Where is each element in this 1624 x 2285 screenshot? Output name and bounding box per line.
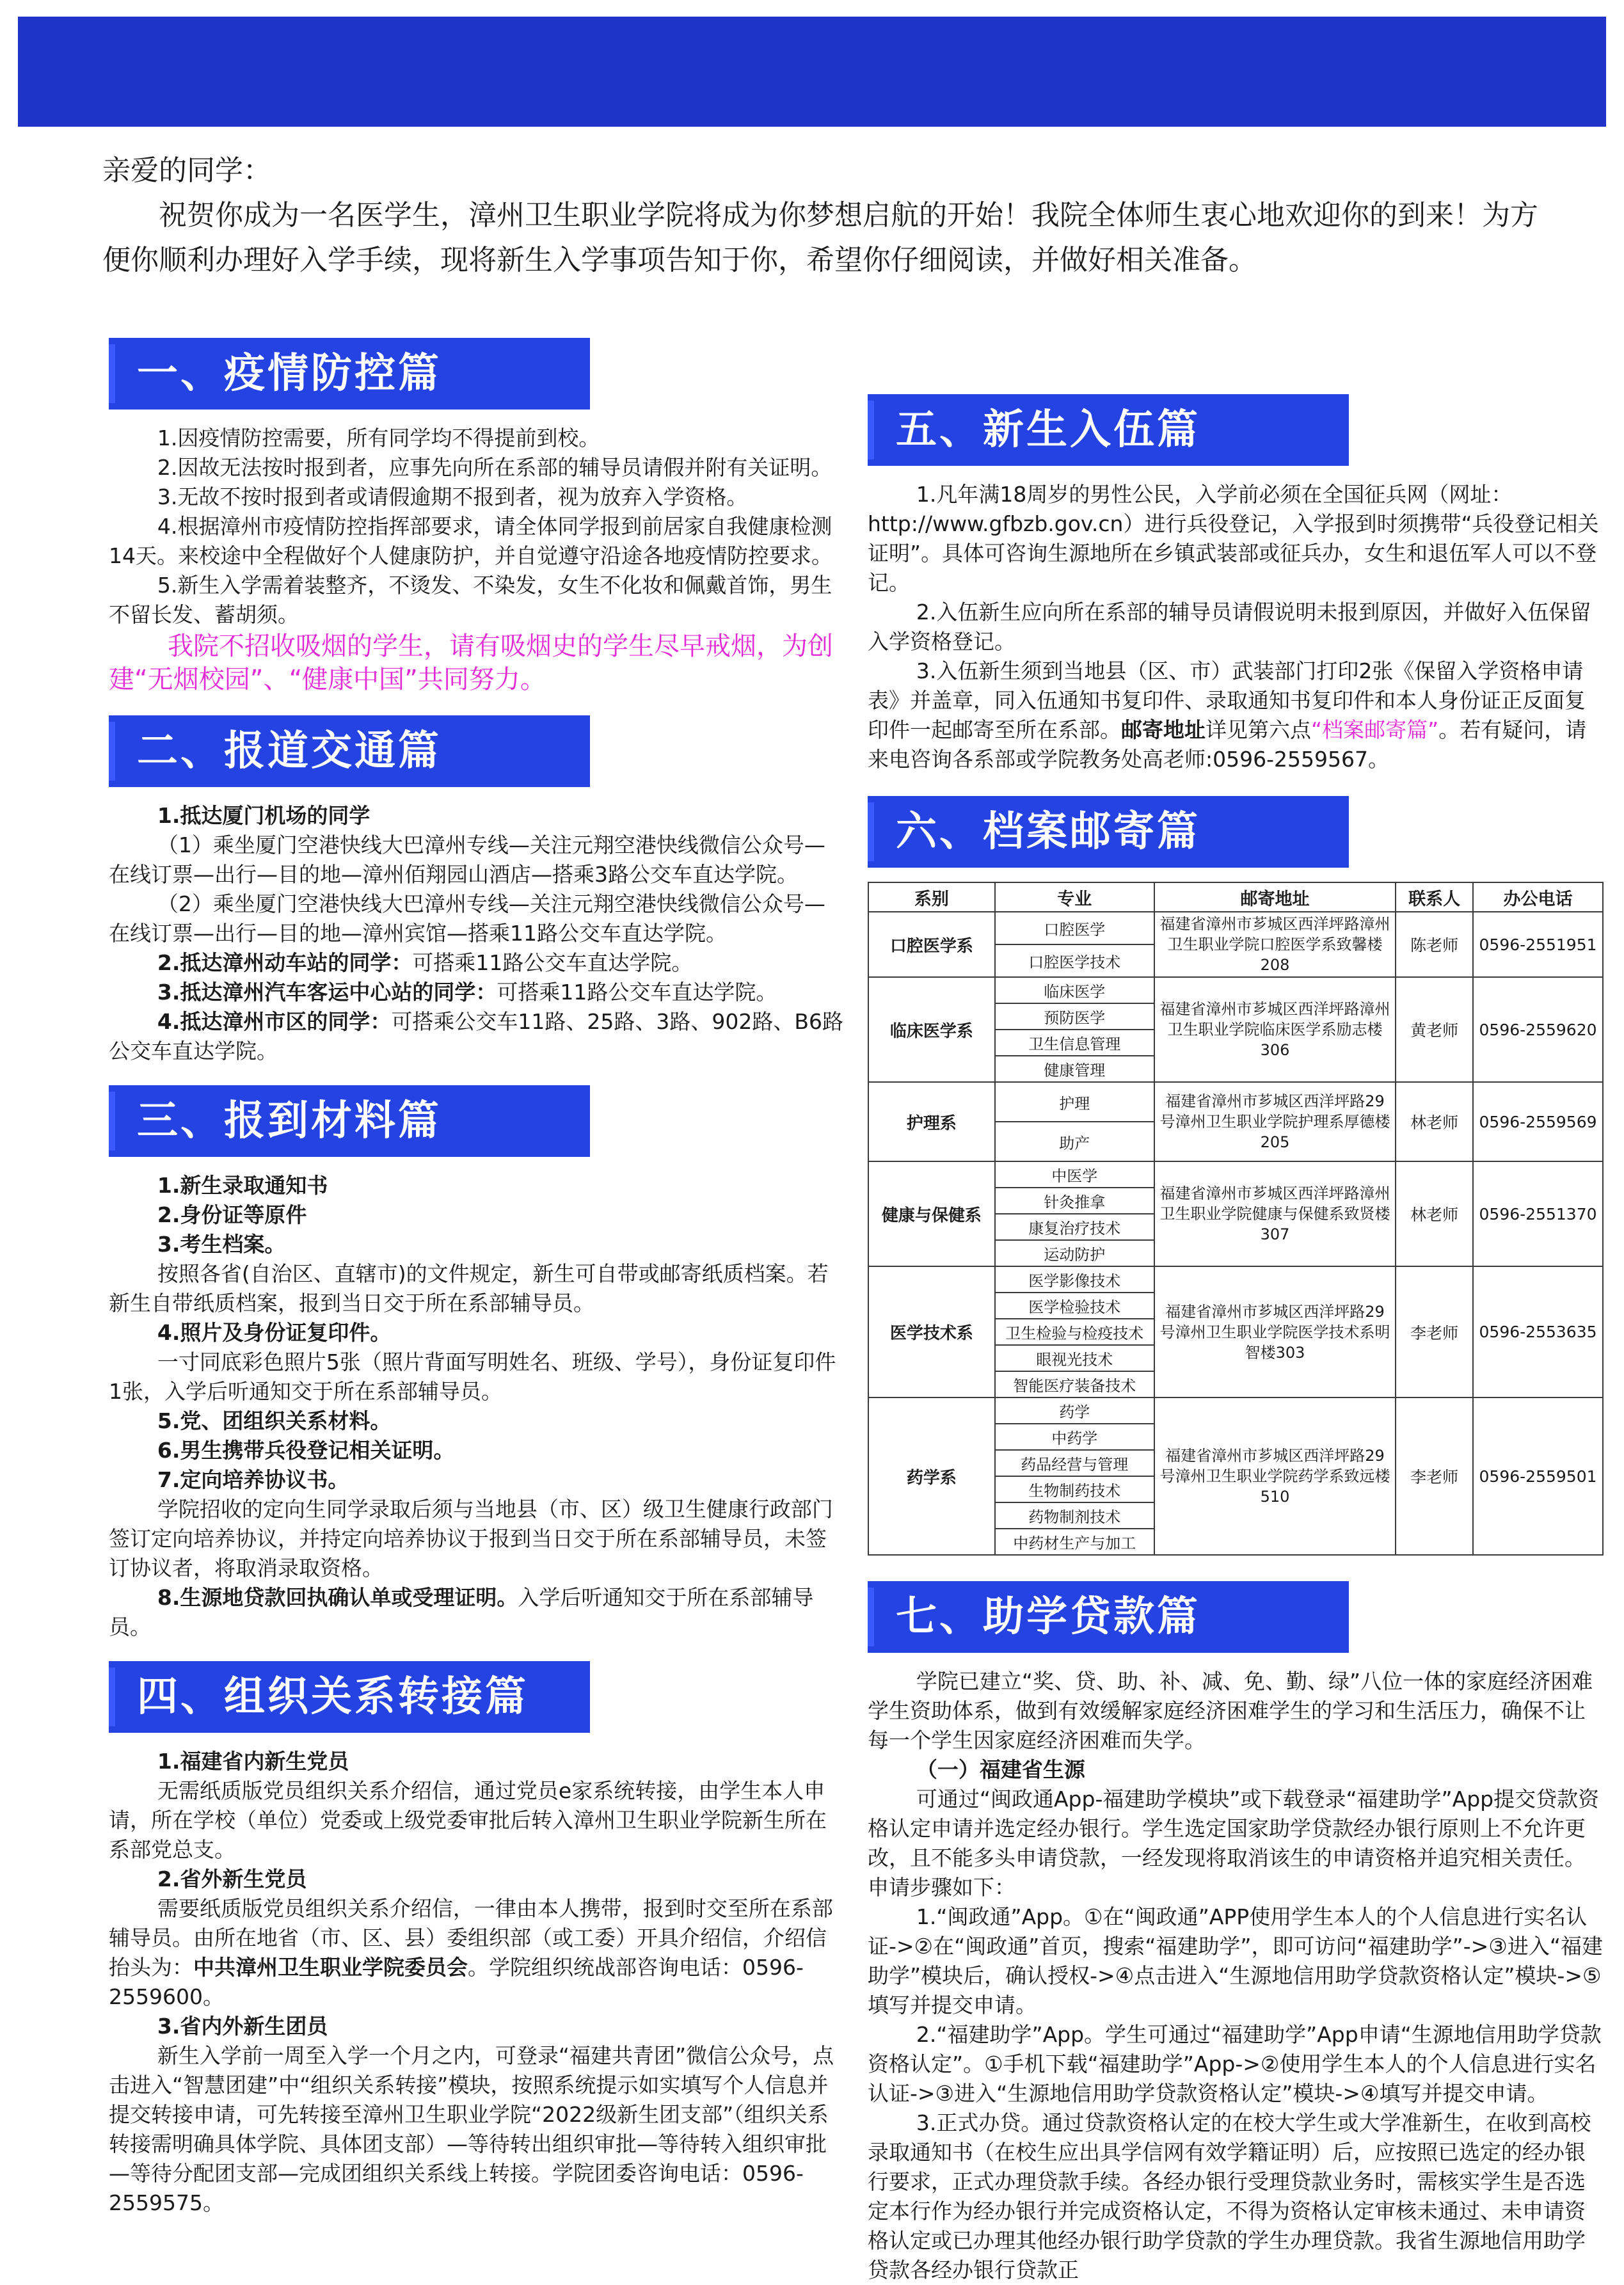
paragraph: 学院招收的定向生同学录取后须与当地县（市、区）级卫生健康行政部门签订定向培养协议，并持定向培养协议于报到当日交于所在系部辅导员，未签订协议者，将取消录取资格。 (109, 1497, 833, 1580)
major-cell: 生物制药技术 (995, 1476, 1154, 1502)
major-cell: 预防医学 (995, 1003, 1154, 1030)
subheading: 2.身份证等原件 (157, 1202, 307, 1227)
section-student-loan (868, 1581, 1604, 2285)
subheading: 6.男生携带兵役登记相关证明。 (157, 1438, 455, 1463)
major-cell: 药学 (995, 1397, 1154, 1424)
dept-cell: 健康与保健系 (868, 1161, 995, 1266)
major-cell: 医学影像技术 (995, 1266, 1154, 1293)
mailing-address-label: 邮寄地址 (1121, 717, 1206, 742)
subheading: 3.抵达漳州汽车客运中心站的同学： (157, 980, 497, 1005)
address-cell: 福建省漳州市芗城区西洋坪路29号漳州卫生职业学院护理系厚德楼205 (1154, 1082, 1396, 1161)
phone-cell: 0596-2559620 (1473, 977, 1603, 1082)
paragraph: 学院已建立“奖、贷、助、补、减、免、勤、绿”八位一体的家庭经济困难学生资助体系，做到有效缓解家庭经济困难学生的学习和生活压力，确保不让每一个学生因家庭经济困难而失学。 (868, 1669, 1593, 1753)
major-cell: 眼视光技术 (995, 1345, 1154, 1371)
archive-section-ref: “档案邮寄篇” (1311, 717, 1439, 742)
subheading: 2.抵达漳州动车站的同学： (157, 950, 413, 975)
address-cell: 福建省漳州市芗城区西洋坪路29号漳州卫生职业学院医学技术系明智楼303 (1154, 1266, 1396, 1397)
col-header: 办公电话 (1473, 882, 1603, 912)
paragraph: 可搭乘11路公交车直达学院。 (412, 950, 693, 975)
section-transport (109, 715, 845, 1066)
section-archive-mail (868, 796, 1604, 1556)
subheading: 1.福建省内新生党员 (157, 1749, 349, 1774)
paragraph: 详见第六点 (1206, 717, 1311, 742)
dept-cell: 临床医学系 (868, 977, 995, 1082)
left-column (109, 338, 845, 2218)
major-cell: 口腔医学 (995, 912, 1154, 944)
major-cell: 临床医学 (995, 977, 1154, 1003)
subheading: 1.新生录取通知书 (157, 1173, 328, 1198)
address-cell: 福建省漳州市芗城区西洋坪路29号漳州卫生职业学院药学系致远楼510 (1154, 1397, 1396, 1555)
phone-cell: 0596-2559501 (1473, 1397, 1603, 1555)
contact-cell: 李老师 (1396, 1266, 1473, 1397)
major-cell: 卫生检验与检疫技术 (995, 1319, 1154, 1345)
subheading: （一）福建省生源 (916, 1757, 1085, 1782)
dept-cell: 药学系 (868, 1397, 995, 1555)
section-title: 二、报道交通篇 (109, 715, 590, 787)
major-cell: 卫生信息管理 (995, 1030, 1154, 1056)
section-epidemic (109, 338, 845, 696)
section-title: 三、报到材料篇 (109, 1085, 590, 1157)
paragraph: 1.“闽政通”App。①在“闽政通”APP使用学生本人的个人信息进行实名认证->②在“闽政通”首页，搜索“福建助学”，即可访问“福建助学”->③进入“福建助学”模块后，确认授权->④点击进入“生源地信用助学贷款资格认定”模块->⑤填写并提交申请。 (868, 1904, 1603, 2018)
paragraph: 1.凡年满18周岁的男性公民，入学前必须在全国征兵网（网址：http://www.gfbzb.gov.cn）进行兵役登记，入学报到时须携带“兵役登记相关证明”。具体可咨询生源地所在乡镇武装部或征兵办，女生和退伍军人可以不登记。 (868, 482, 1599, 595)
address-cell: 福建省漳州市芗城区西洋坪路漳州卫生职业学院临床医学系励志楼306 (1154, 977, 1396, 1082)
paragraph: 入学后听通知交于所在系部辅导员。 (109, 1585, 814, 1639)
section-body (868, 480, 1604, 774)
greeting (102, 148, 1542, 283)
paragraph: 无需纸质版党员组织关系介绍信，通过党员e家系统转接，由学生本人申请，所在学校（单位）党委或上级党委审批后转入漳州卫生职业学院新生所在系部党总支。 (109, 1778, 827, 1862)
item: 4.根据漳州市疫情防控指挥部要求，请全体同学报到前居家自我健康检测14天。来校途中全程做好个人健康防护，并自觉遵守沿途各地疫情防控要求。 (109, 514, 832, 568)
contact-cell: 陈老师 (1396, 912, 1473, 977)
section-body (109, 1747, 845, 2218)
item: 5.新生入学需着装整齐，不烫发、不染发，女生不化妆和佩戴首饰，男生不留长发、蓄胡须。 (109, 573, 832, 627)
subheading: 7.定向培养协议书。 (157, 1467, 349, 1492)
col-header: 专业 (995, 882, 1154, 912)
contact-cell: 李老师 (1396, 1397, 1473, 1555)
dept-cell: 口腔医学系 (868, 912, 995, 977)
contact-cell: 林老师 (1396, 1082, 1473, 1161)
phone-cell: 0596-2551370 (1473, 1161, 1603, 1266)
table-row (868, 1397, 1603, 1424)
paragraph: 3.正式办贷。通过贷款资格认定的在校大学生或大学准新生，在收到高校录取通知书（在校生应出具学信网有效学籍证明）后，应按照已选定的经办银行要求，正式办理贷款手续。各经办银行受理贷款业务时，需核实学生是否选定本行作为经办银行并完成资格认定，不得为资格认定审核未通过、未申请资格认定或已办理其他经办银行助学贷款的学生办理贷款。我省生源地信用助学贷款各经办银行贷款正 (868, 2110, 1591, 2282)
mailing-table (868, 882, 1604, 1556)
phone-cell: 0596-2553635 (1473, 1266, 1603, 1397)
major-cell: 针灸推拿 (995, 1188, 1154, 1214)
table-row (868, 1266, 1603, 1293)
section-title: 四、组织关系转接篇 (109, 1661, 590, 1733)
subheading: 2.省外新生党员 (157, 1867, 307, 1891)
subheading: 5.党、团组织关系材料。 (157, 1408, 392, 1433)
section-title: 一、疫情防控篇 (109, 338, 590, 410)
section-title: 五、新生入伍篇 (868, 394, 1349, 466)
section-title: 七、助学贷款篇 (868, 1581, 1349, 1653)
paragraph: 可通过“闽政通App-福建助学模块”或下载登录“福建助学”App提交贷款资格认定申请并选定经办银行。学生选定国家助学贷款经办银行原则上不允许更改，且不能多头申请贷款，一经发现将取消该生的申请资格并追究相关责任。申请步骤如下： (868, 1787, 1600, 1900)
item: 3.无故不按时报到者或请假逾期不报到者，视为放弃入学资格。 (157, 484, 748, 509)
paragraph: 2.入伍新生应向所在系部的辅导员请假说明未报到原因，并做好入伍保留入学资格登记。 (868, 600, 1591, 654)
paragraph: 2.“福建助学”App。学生可通过“福建助学”App申请“生源地信用助学贷款资格认定”。①手机下载“福建助学”App->②使用学生本人的个人信息进行实名认证->③进入“生源地信用助学贷款资格认定”模块->④填写并提交申请。 (868, 2022, 1602, 2106)
major-cell: 医学检验技术 (995, 1293, 1154, 1319)
paragraph: 。学院组织统战部咨询电话：0596-2559600。 (109, 1955, 804, 2009)
item: 1.因疫情防控需要，所有同学均不得提前到校。 (157, 426, 600, 450)
major-cell: 中药学 (995, 1424, 1154, 1450)
subheading: 4.抵达漳州市区的同学： (157, 1009, 392, 1034)
paragraph: 按照各省(自治区、直辖市)的文件规定，新生可自带或邮寄纸质档案。若新生自带纸质档案，报到当日交于所在系部辅导员。 (109, 1261, 829, 1316)
table-header-row (868, 882, 1603, 912)
letter-header-name: 中共漳州卫生职业学院委员会 (193, 1955, 468, 1980)
paragraph: 。若有疑问，请来电咨询各系部或学院教务处高老师:0596-2559567。 (868, 717, 1587, 772)
major-cell: 健康管理 (995, 1056, 1154, 1082)
major-cell: 智能医疗装备技术 (995, 1371, 1154, 1397)
col-header: 系别 (868, 882, 995, 912)
contact-cell: 林老师 (1396, 1161, 1473, 1266)
table-row (868, 1082, 1603, 1122)
section-enlistment (868, 394, 1604, 774)
salutation: 亲爱的同学： (102, 154, 271, 187)
major-cell: 口腔医学技术 (995, 944, 1154, 977)
major-cell: 中药材生产与加工 (995, 1529, 1154, 1555)
address-cell: 福建省漳州市芗城区西洋坪路漳州卫生职业学院健康与保健系致贤楼307 (1154, 1161, 1396, 1266)
phone-cell: 0596-2551951 (1473, 912, 1603, 977)
major-cell: 康复治疗技术 (995, 1214, 1154, 1240)
section-body (109, 1171, 845, 1642)
paragraph: 可搭乘11路公交车直达学院。 (497, 980, 777, 1005)
section-body (868, 1667, 1604, 2285)
paragraph: 一寸同底彩色照片5张（照片背面写明姓名、班级、学号），身份证复印件1张，入学后听通知交于所在系部辅导员。 (109, 1350, 836, 1404)
col-header: 邮寄地址 (1154, 882, 1396, 912)
paragraph: （1）乘坐厦门空港快线大巴漳州专线—关注元翔空港快线微信公众号—在线订票—出行—目的地—漳州佰翔园山酒店—搭乘3路公交车直达学院。 (109, 832, 825, 887)
greeting-paragraph: 祝贺你成为一名医学生，漳州卫生职业学院将成为你梦想启航的开始！我院全体师生衷心地欢迎你的到来！为方便你顺利办理好入学手续，现将新生入学事项告知于你，希望你仔细阅读，并做好相关准备。 (102, 199, 1538, 276)
section-body (109, 424, 845, 696)
major-cell: 中医学 (995, 1161, 1154, 1188)
major-cell: 助产 (995, 1122, 1154, 1161)
dept-cell: 护理系 (868, 1082, 995, 1161)
contact-cell: 黄老师 (1396, 977, 1473, 1082)
subheading: 3.考生档案。 (157, 1232, 286, 1257)
table-row (868, 912, 1603, 944)
subheading: 4.照片及身份证复印件。 (157, 1320, 392, 1345)
right-column (868, 394, 1604, 2285)
section-title: 六、档案邮寄篇 (868, 796, 1349, 868)
paragraph: （2）乘坐厦门空港快线大巴漳州专线—关注元翔空港快线微信公众号—在线订票—出行—目的地—漳州宾馆—搭乘11路公交车直达学院。 (109, 891, 825, 946)
no-smoking-notice: 我院不招收吸烟的学生，请有吸烟史的学生尽早戒烟，为创建“无烟校园”、“健康中国”共同努力。 (109, 632, 833, 694)
subheading: 8.生源地贷款回执确认单或受理证明。 (157, 1585, 518, 1610)
paragraph: 3.入伍新生须到当地县（区、市）武装部门打印2张《保留入学资格申请表》并盖章，同入伍通知书复印件、录取通知书复印件和本人身份证正反面复印件一起邮寄至所在系部。 (868, 658, 1586, 742)
dept-cell: 医学技术系 (868, 1266, 995, 1397)
col-header: 联系人 (1396, 882, 1473, 912)
item: 2.因故无法按时报到者，应事先向所在系部的辅导员请假并附有关证明。 (157, 455, 832, 480)
section-body (109, 801, 845, 1066)
major-cell: 运动防护 (995, 1240, 1154, 1266)
header-banner (18, 17, 1606, 127)
paragraph: 需要纸质版党员组织关系介绍信，一律由本人携带，报到时交至所在系部辅导员。由所在地省（市、区、县）委组织部（或工委）开具介绍信，介绍信抬头为： (109, 1896, 833, 1980)
subheading: 3.省内外新生团员 (157, 2014, 328, 2039)
address-cell: 福建省漳州市芗城区西洋坪路漳州卫生职业学院口腔医学系致馨楼208 (1154, 912, 1396, 977)
section-org-transfer (109, 1661, 845, 2218)
table-row (868, 1161, 1603, 1188)
major-cell: 药物制剂技术 (995, 1502, 1154, 1529)
subheading: 1.抵达厦门机场的同学 (157, 803, 370, 828)
major-cell: 药品经营与管理 (995, 1450, 1154, 1476)
paragraph: 新生入学前一周至入学一个月之内，可登录“福建共青团”微信公众号，点击进入“智慧团建”中“组织关系转接”模块，按照系统提示如实填写个人信息并提交转接申请，可先转接至漳州卫生职业学院“2022级新生团支部”（组织关系转接需明确具体学院、具体团支部）—等待转出组织审批—等待转入组织审批—等待分配团支部—完成团组织关系线上转接。学院团委咨询电话：0596-2559575。 (109, 2043, 834, 2215)
section-materials (109, 1085, 845, 1642)
paragraph: 可搭乘公交车11路、25路、3路、902路、B6路公交车直达学院。 (109, 1009, 843, 1063)
phone-cell: 0596-2559569 (1473, 1082, 1603, 1161)
table-row (868, 977, 1603, 1003)
major-cell: 护理 (995, 1082, 1154, 1122)
